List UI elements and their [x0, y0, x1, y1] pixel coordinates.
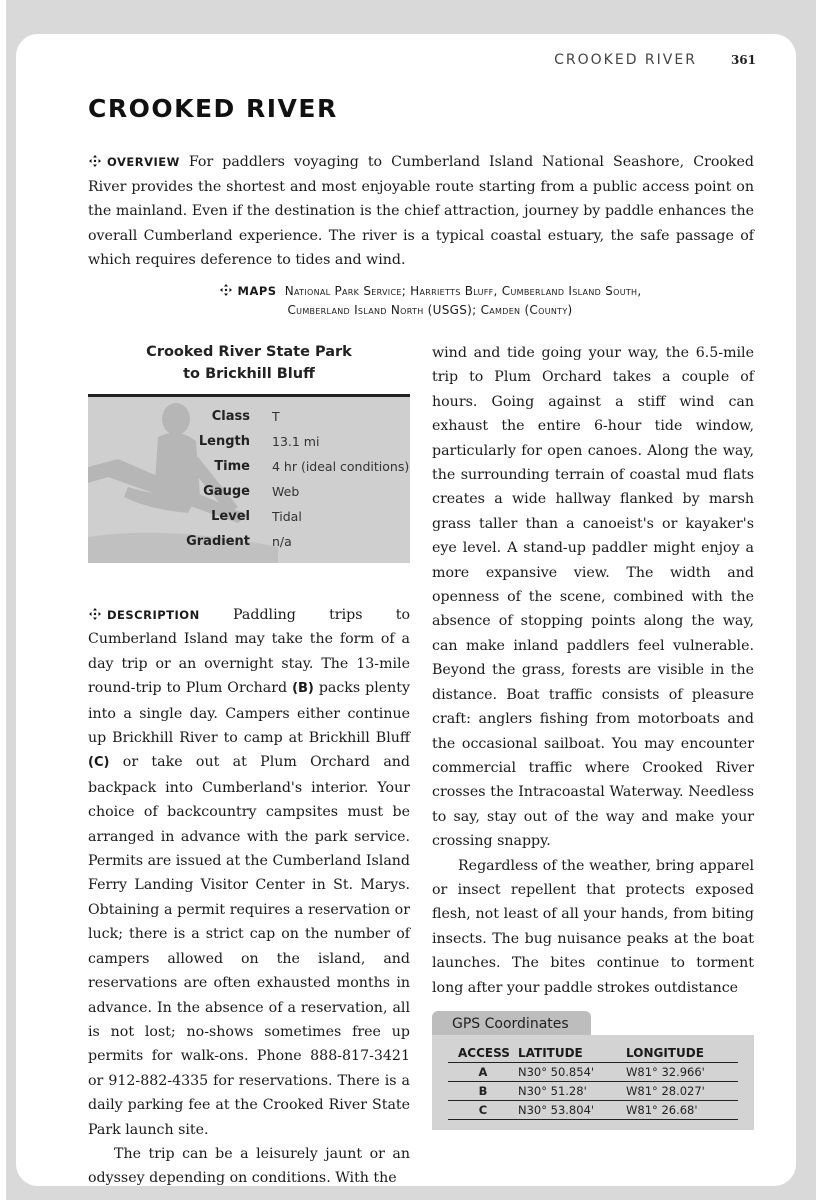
- stat-value: n/a: [272, 534, 292, 549]
- gps-coordinates-box: [432, 1011, 754, 1130]
- maps-line-1: National Park Service; Harrietts Bluff, Cumberland Island South,: [284, 284, 642, 298]
- stat-key: Time: [214, 459, 250, 474]
- right-column-text: [432, 341, 754, 1000]
- maps-section: [130, 282, 730, 320]
- stat-row-class: [88, 409, 410, 433]
- stat-key: Gradient: [186, 534, 250, 549]
- gps-tab-label: GPS Coordinates: [432, 1011, 591, 1035]
- description-text: packs plenty into a single day. Campers either continue up Brickhill River to camp at Brickhill Bluff: [88, 680, 410, 747]
- trip-title-line-2: to Brickhill Bluff: [183, 366, 315, 382]
- access-point: A: [448, 1063, 518, 1082]
- description-section: [88, 603, 410, 1191]
- overview-text: For paddlers voyaging to Cumberland Island National Seashore, Crooked River provides the shortest and most enjoyable route starting from a public access point on the mainland. Even if the destination is the chief attraction, journey by paddle enhances the overall Cumberland experience. The river is a typical coastal estuary, the safe passage of which requires deference to tides and wind.: [88, 154, 755, 268]
- stat-row-length: [88, 434, 410, 458]
- stat-value: 4 hr (ideal conditions): [272, 459, 410, 474]
- description-text: Paddling trips to Cumberland Island may take the form of a day trip or an overnight stay. The 13-mile round-trip to Plum Orchard: [88, 607, 410, 697]
- longitude: W81° 32.966': [626, 1063, 738, 1082]
- longitude: W81° 26.68': [626, 1101, 738, 1120]
- description-paragraph-2: The trip can be a leisurely jaunt or an odyssey depending on conditions. With the: [88, 1145, 410, 1187]
- overview-section: [88, 150, 754, 273]
- access-point: C: [448, 1101, 518, 1120]
- trip-stats-box: [88, 394, 410, 563]
- stat-key: Class: [211, 409, 250, 424]
- compass-icon: [88, 154, 102, 168]
- header-latitude: LATITUDE: [518, 1043, 626, 1063]
- map-marker-c: (C): [88, 755, 110, 771]
- stat-value: T: [272, 409, 280, 424]
- latitude: N30° 51.28': [518, 1082, 626, 1101]
- map-marker-b: (B): [292, 681, 314, 697]
- running-header: [554, 52, 756, 68]
- stat-value: 13.1 mi: [272, 434, 320, 449]
- latitude: N30° 53.804': [518, 1101, 626, 1120]
- gps-table-container: [432, 1035, 754, 1130]
- stat-key: Length: [198, 434, 250, 449]
- stat-row-gradient: [88, 534, 410, 558]
- page-number: 361: [730, 53, 756, 67]
- gps-table: [448, 1043, 738, 1120]
- longitude: W81° 28.027': [626, 1082, 738, 1101]
- stat-row-level: [88, 509, 410, 533]
- latitude: N30° 50.854': [518, 1063, 626, 1082]
- overview-label: OVERVIEW: [107, 155, 180, 169]
- running-title: CROOKED RIVER: [554, 52, 697, 68]
- right-paragraph-2: Regardless of the weather, bring apparel or insect repellent that protects exposed flesh, not least of all your hands, from biting insects. The bug nuisance peaks at the boat launches. The bites continue to torment long after your paddle strokes outdistance: [432, 857, 754, 996]
- stat-key: Gauge: [203, 484, 250, 499]
- gps-header-row: [448, 1043, 738, 1063]
- description-text: or take out at Plum Orchard and backpack into Cumberland's interior. Your choice of backcountry campsites must be arranged in advance with the park service. Permits are issued at the Cumberland Island Ferry Landing Visitor Center in St. Marys. Obtaining a permit requires a reservation or luck; there is a strict cap on the number of campers allowed on the island, and reservations are often exhausted months in advance. In the absence of a reservation, all is not lost; no-shows sometimes free up permits for walk-ons. Phone 888-817-3421 or 912-882-4335 for reservations. There is a daily parking fee at the Crooked River State Park launch site.: [88, 754, 410, 1138]
- table-row: [448, 1063, 738, 1082]
- trip-title-line-1: Crooked River State Park: [146, 344, 352, 360]
- stat-row-gauge: [88, 484, 410, 508]
- stat-value: Web: [272, 484, 300, 499]
- stat-key: Level: [211, 509, 250, 524]
- page-edge: [0, 0, 6, 1200]
- stat-row-time: [88, 459, 410, 483]
- header-access: ACCESS: [448, 1043, 518, 1063]
- maps-line-2: Cumberland Island North (USGS); Camden (County): [287, 303, 573, 317]
- access-point: B: [448, 1082, 518, 1101]
- compass-icon: [88, 607, 102, 621]
- stat-value: Tidal: [272, 509, 302, 524]
- table-row: [448, 1101, 738, 1120]
- maps-label: MAPS: [237, 284, 277, 298]
- right-paragraph-1: wind and tide going your way, the 6.5-mile trip to Plum Orchard takes a couple of hours. Going against a stiff wind can exhaust the entire 6-hour tide window, particularly for open canoes. Along the way, the surrounding terrain of coastal mud flats creates a wide hallway flanked by marsh grass taller than a canoeist's or kayaker's eye level. A stand-up paddler might enjoy a more expansive view. The width and openness of the scene, combined with the absence of stopping points along the way, can make inland paddlers feel vulnerable. Beyond the grass, forests are visible in the distance. Boat traffic consists of pleasure craft: anglers fishing from motorboats and the occasional sailboat. You may encounter commercial traffic where Crooked River crosses the Intracoastal Waterway. Needless to say, stay out of the way and make your crossing snappy.: [432, 345, 754, 850]
- trip-box-title: [88, 341, 410, 385]
- description-paragraph-1: [88, 603, 410, 1142]
- description-label: DESCRIPTION: [107, 608, 200, 622]
- header-longitude: LONGITUDE: [626, 1043, 738, 1063]
- table-row: [448, 1082, 738, 1101]
- compass-icon: [219, 283, 233, 297]
- page-title: CROOKED RIVER: [88, 94, 338, 123]
